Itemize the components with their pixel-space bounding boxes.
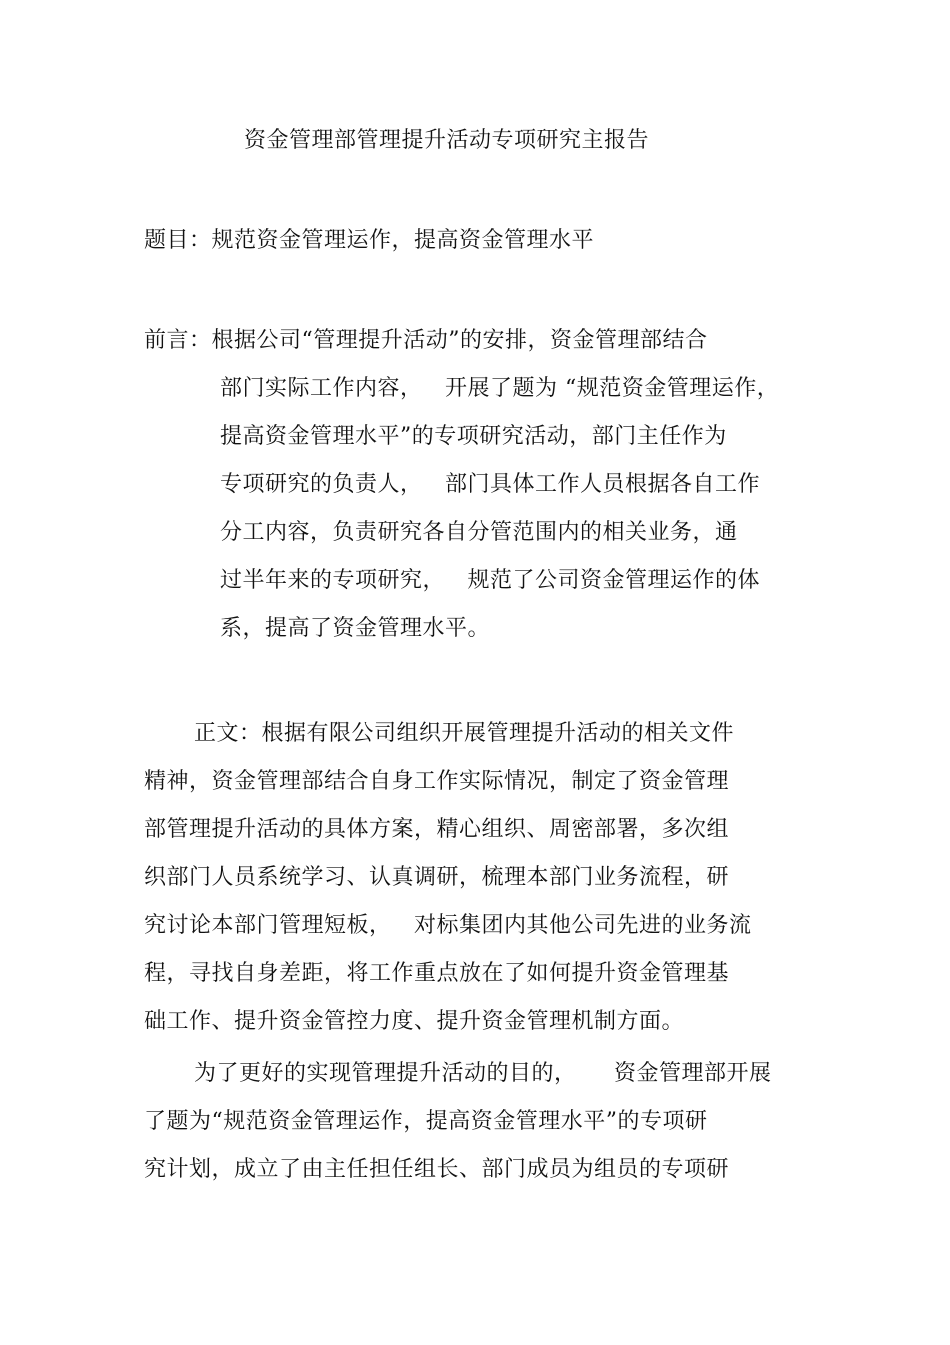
preface-line: 过半年来的专项研究， 规范了公司资金管理运作的体 — [220, 568, 760, 593]
preface-line: 分工内容，负责研究各自分管范围内的相关业务，通 — [220, 520, 738, 545]
body-line: 正文：根据有限公司组织开展管理提升活动的相关文件 — [194, 721, 735, 746]
preface-line: 专项研究的负责人， 部门具体工作人员根据各自工作 — [220, 472, 760, 497]
body-line: 织部门人员系统学习、认真调研，梳理本部门业务流程，研 — [144, 865, 730, 890]
preface-line: 前言：根据公司“管理提升活动”的安排，资金管理部结合 — [144, 328, 708, 353]
body-line: 为了更好的实现管理提升活动的目的， 资金管理部开展 — [194, 1061, 772, 1086]
body-line: 础工作、提升资金管控力度、提升资金管理机制方面。 — [144, 1009, 685, 1034]
preface-line: 提高资金管理水平”的专项研究活动，部门主任作为 — [220, 424, 727, 449]
preface-line: 系，提高了资金管理水平。 — [220, 616, 491, 641]
body-line: 程，寻找自身差距，将工作重点放在了如何提升资金管理基 — [144, 961, 730, 986]
body-line: 精神，资金管理部结合自身工作实际情况，制定了资金管理 — [144, 769, 730, 794]
document-title: 资金管理部管理提升活动专项研究主报告 — [244, 128, 650, 153]
body-line: 究计划，成立了由主任担任组长、部门成员为组员的专项研 — [144, 1157, 730, 1182]
body-line: 了题为“规范资金管理运作，提高资金管理水平”的专项研 — [144, 1109, 708, 1134]
subject-line: 题目：规范资金管理运作，提高资金管理水平 — [144, 228, 595, 253]
body-line: 部管理提升活动的具体方案，精心组织、周密部署，多次组 — [144, 817, 730, 842]
preface-line: 部门实际工作内容， 开展了题为 “规范资金管理运作， — [220, 376, 780, 401]
body-line: 究讨论本部门管理短板， 对标集团内其他公司先进的业务流 — [144, 913, 752, 938]
